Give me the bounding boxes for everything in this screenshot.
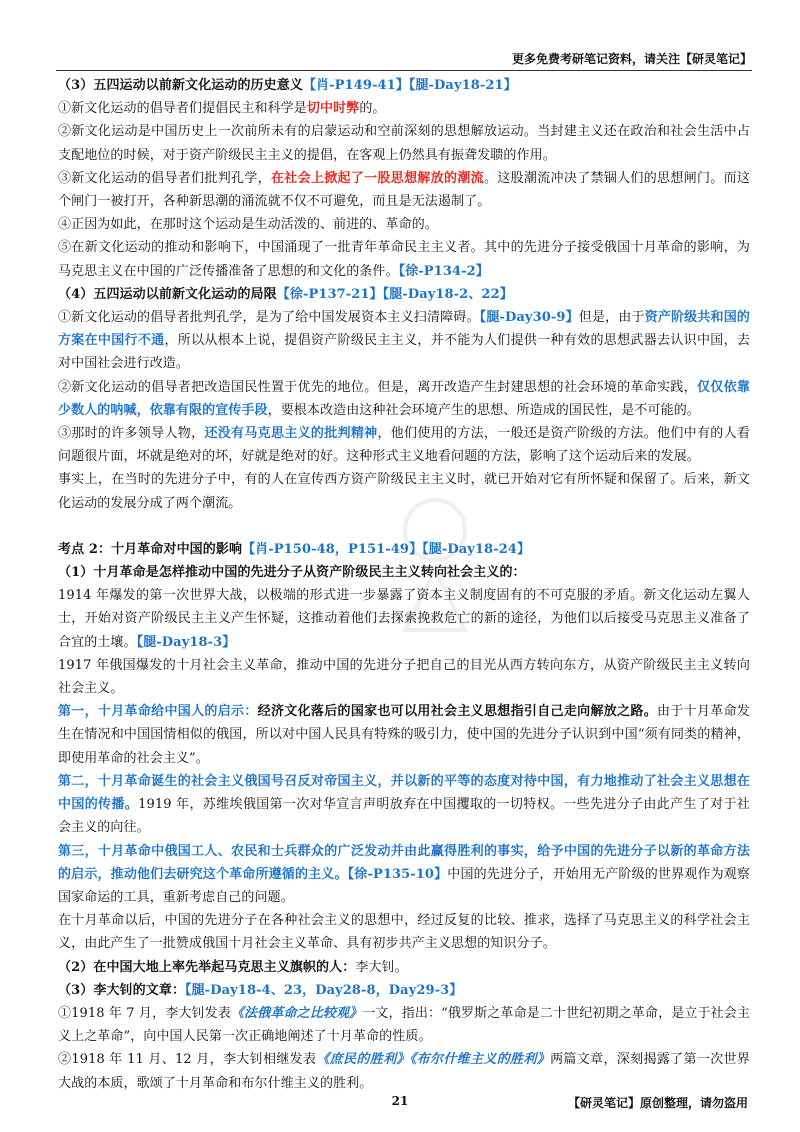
question-2 xyxy=(58,956,750,979)
question-3 xyxy=(58,979,750,1002)
text-run: 1919 年，苏维埃俄国第一次对华宣言声明放弃在中国攫取的一切特权。一些先进分子由此产生了对于社会主义的向往。 xyxy=(58,797,750,836)
point-third-label: 第三，十月革命中俄国工人、农民和士兵群众的广泛发动并由此赢得胜利的事实，给予中国的先进分子以新的革命方法的启示，推动他们去研究这个革命所遵循的主义。 xyxy=(58,843,750,882)
section-4-heading xyxy=(58,283,750,306)
text-run: 但是，由于 xyxy=(578,310,645,326)
question-2-title: （2）在中国大地上率先举起马克思主义旗帜的人： xyxy=(58,959,356,975)
article-title: 《法俄革命之比较观》 xyxy=(230,1005,363,1021)
highlight-red: 在社会上掀起了一股思想解放的潮流 xyxy=(270,170,484,186)
text-run: ③那时的许多领导人物， xyxy=(58,426,205,442)
reference-tag: 【徐-P135-10】 xyxy=(347,866,448,882)
article-title: 《庶民的胜利》 xyxy=(316,1052,410,1068)
text-run: ①1918 年 7 月，李大钊发表 xyxy=(58,1005,231,1021)
text-run: 一文，指出：“俄罗斯之革命是二十世纪初期之革命，是立于社会主义上之革命”，向中国人民第一次正确地阐述了十月革命的性质。 xyxy=(58,1005,750,1045)
highlight-blue: 仅仅依靠少数人的呐喊，依靠有限的宣传手段 xyxy=(58,379,750,418)
paragraph-first xyxy=(58,700,750,770)
highlight-red: 切中时弊 xyxy=(306,101,360,117)
header-divider xyxy=(56,70,752,71)
text-run: ②新文化运动的倡导者把改造国民性置于优先的地位。但是，离开改造产生封建思想的社会环境的革命实践， xyxy=(58,379,697,395)
text-run: 。这股潮流冲决了禁锢人们的思想闸门。而这个闸门一被打开，各种新思潮的涌流就不仅不可避免，而且是无法遏制了。 xyxy=(58,170,750,210)
text-run: ①新文化运动的倡导者们提倡民主和科学是 xyxy=(58,101,307,117)
point-first-label: 第一，十月革命给中国人的启示： xyxy=(58,704,258,720)
text-run: ③新文化运动的倡导者们批判孔学， xyxy=(58,170,271,186)
paragraph xyxy=(58,584,750,654)
paragraph: ④正因为如此，在那时这个运动是生动活泼的、前进的、革命的。 xyxy=(58,217,438,233)
highlight-blue: 资产阶级共和国的方案在中国行不通 xyxy=(58,310,750,349)
paragraph xyxy=(58,422,750,468)
paragraph: 在十月革命以后，中国的先进分子在各种社会主义的思想中，经过反复的比较、推求，选择了马克思主义的科学社会主义，由此产生了一批赞成俄国十月社会主义革命、具有初步共产主义思想的知识分子。 xyxy=(58,913,750,952)
section-3-heading xyxy=(58,74,750,97)
question-2-answer: 李大钊。 xyxy=(355,959,408,975)
kaodian-2-reference: 【肖-P150-48，P151-49】【腿-Day18-24】 xyxy=(242,541,531,557)
reference-tag: 【腿-Day30-9】 xyxy=(479,310,579,326)
section-3-title: （3）五四运动以前新文化运动的历史意义 xyxy=(58,78,303,93)
text-run: ⑤在新文化运动的推动和影响下，中国涌现了一批青年革命民主主义者。其中的先进分子接受俄国十月革命的影响，为马克思主义在中国的广泛传播准备了思想的和文化的条件。 xyxy=(58,240,750,279)
kaodian-2-title: 考点 2：十月革命对中国的影响 xyxy=(58,541,243,557)
paragraph xyxy=(58,1048,750,1094)
question-3-reference: 【腿-Day18-4、23，Day28-8，Day29-3】 xyxy=(185,982,463,998)
paragraph: ②新文化运动是中国历史上一次前所未有的启蒙运动和空前深刻的思想解放运动。当封建主义还在政治和社会生活中占支配地位的时候，对于资产阶级民主主义的提倡，在客观上仍然具有振聋发聩的作用。 xyxy=(58,124,750,163)
reference-tag: 【腿-Day18-3】 xyxy=(136,634,236,650)
page-number: 21 xyxy=(391,1094,409,1108)
paragraph: 事实上，在当时的先进分子中，有的人在宣传西方资产阶级民主主义时，就已开始对它有所怀疑和保留了。后来，新文化运动的发展分成了两个潮流。 xyxy=(58,472,750,511)
paragraph xyxy=(58,236,750,282)
reference-tag: 【徐-P134-2】 xyxy=(398,263,489,279)
paragraph-third xyxy=(58,840,750,910)
highlight-blue: 还没有马克思主义的批判精神 xyxy=(204,426,378,442)
section-4-reference: 【徐-P137-21】【腿-Day18-2、22】 xyxy=(276,286,513,302)
text-run: 由于十月革命发生在情况和中国国情相似的俄国，所以对中国人民具有特殊的吸引力，使中国的先进分子认识到中国“须有同类的精神，即使用革命的社会主义”。 xyxy=(58,704,750,766)
text-run: ①新文化运动的倡导者批判孔学，是为了给中国发展资本主义扫清障碍。 xyxy=(58,310,480,326)
paragraph-second xyxy=(58,770,750,840)
point-second-label: 第二，十月革命诞生的社会主义俄国号召反对帝国主义，并以新的平等的态度对待中国，有力地推动了社会主义思想在中国的传播。 xyxy=(58,773,750,813)
section-4-title: （4）五四运动以前新文化运动的局限 xyxy=(58,286,277,302)
kaodian-2-heading xyxy=(58,538,750,561)
article-title: 《布尔什维主义的胜利》 xyxy=(409,1052,551,1068)
section-3-reference: 【肖-P149-41】【腿-Day18-21】 xyxy=(302,78,517,93)
header-note: 更多免费考研笔记资料，请关注【研灵笔记】 xyxy=(511,52,752,66)
text-run: 1914 年爆发的第一次世界大战，以极端的形式进一步暴露了资本主义制度固有的不可克服的矛盾。新文化运动左翼人士，开始对资产阶级民主主义产生怀疑，这推动着他们去探索挽救危亡的新的途径，为他们以后接受马克思主义准备了合宜的土壤。 xyxy=(58,588,750,650)
text-run: 中国的先进分子，开始用无产阶级的世界观作为观察国家命运的工具，重新考虑自己的问题。 xyxy=(58,866,750,905)
paragraph xyxy=(58,167,750,213)
paragraph xyxy=(58,97,750,120)
text-run: 两篇文章，深刻揭露了第一次世界大战的本质，歌颂了十月革命和布尔什维主义的胜利。 xyxy=(58,1052,750,1091)
main-content xyxy=(58,74,750,1095)
spacer xyxy=(58,515,750,538)
text-run: ，他们使用的方法，一般还是资产阶级的方法。他们中有的人看问题很片面，坏就是绝对的坏，好就是绝对的好。这种形式主义地看问题的方法，影响了这个运动后来的发展。 xyxy=(58,426,750,465)
text-run: ，要根本改造由这种社会环境产生的思想、所造成的国民性，是不可能的。 xyxy=(267,402,700,418)
text-run: ，所以从根本上说，提倡资产阶级民主主义，并不能为人们提供一种有效的思想武器去认识中国，去对中国社会进行改造。 xyxy=(58,333,750,372)
text-run: ②1918 年 11 月、12 月，李大钊相继发表 xyxy=(58,1052,317,1068)
text-run: 的。 xyxy=(359,101,386,117)
point-first-bold: 经济文化落后的国家也可以用社会主义思想指引自己走向解放之路。 xyxy=(257,704,658,720)
paragraph xyxy=(58,376,750,422)
paragraph: 1917 年俄国爆发的十月社会主义革命，推动中国的先进分子把自己的目光从西方转向东方，从资产阶级民主主义转向社会主义。 xyxy=(58,657,750,697)
question-1: （1）十月革命是怎样推动中国的先进分子从资产阶级民主主义转向社会主义的： xyxy=(58,565,526,581)
paragraph xyxy=(58,1002,750,1048)
paragraph xyxy=(58,306,750,376)
footer-note: 【研灵笔记】原创整理，请勿盗用 xyxy=(567,1096,748,1110)
question-3-title: （3）李大钊的文章： xyxy=(58,982,186,998)
